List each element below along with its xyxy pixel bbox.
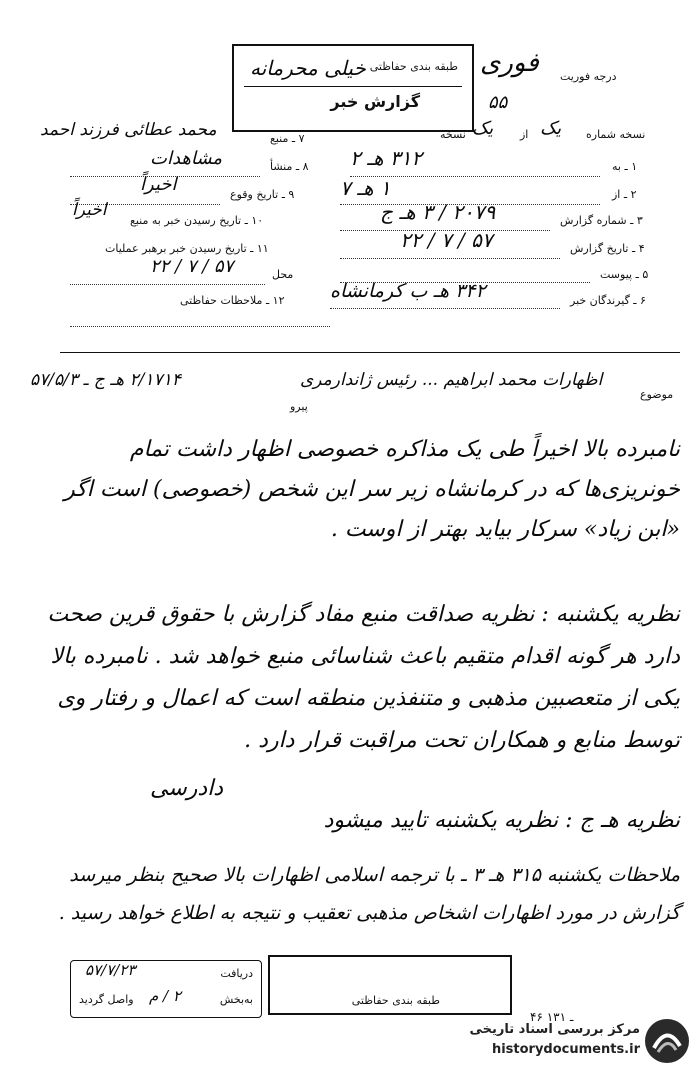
subject-ref: ۲/۱۷۱۴ هـ ج ـ ۵۷/۵/۳ <box>30 370 181 390</box>
field-recipients-label: ۶ ـ گیرندگان خبر <box>570 294 646 307</box>
priority-label: درجه فوریت <box>560 70 617 83</box>
field-occurrence-label: ۹ ـ تاریخ وقوع <box>230 188 295 201</box>
classification-divider <box>244 86 462 87</box>
received-label: دریافت <box>220 967 253 980</box>
classification-label: طبقه بندی حفاظتی <box>369 60 458 73</box>
field-source-date-label: ۱۰ ـ تاریخ رسیدن خبر به منبع <box>130 214 264 227</box>
field-place-line <box>70 284 265 285</box>
field-origin-label: ۸ ـ منشأ <box>270 160 309 173</box>
field-security-notes-label: ۱۲ ـ ملاحظات حفاظتی <box>180 294 285 307</box>
field-report-number-value: ۲۰۷۹ / ۳ هـ ج <box>380 200 496 224</box>
field-place-value: ۵۷ / ۷ / ۲۲ <box>150 256 234 277</box>
copy-count-label: نسخه <box>440 128 466 141</box>
field-from-value: ۱ هـ ۷ <box>340 176 391 200</box>
field-to-value: ۳۱۲ هـ ۲ <box>350 146 423 170</box>
field-occurrence-value: اخیراً <box>140 174 177 195</box>
field-report-number-label: ۳ ـ شماره گزارش <box>560 214 643 227</box>
subject-sublabel: پیرو <box>290 400 308 413</box>
form-title: گزارش خبر <box>330 92 420 111</box>
delivered-label: واصل گردید <box>79 993 134 1006</box>
archive-logo-icon <box>642 1016 692 1066</box>
body-paragraph-4: ملاحظات یکشنبه ۳۱۵ هـ ۳ ـ با ترجمه اسلامی اظهارات بالا صحیح بنظر میرسد گزارش در مورد اظهارات اشخاص مذهبی تعقیب و نتیجه به اطلاع خواهد رسید . <box>58 864 680 924</box>
signature: دادرسی <box>150 776 224 801</box>
field-leader-date-label: ۱۱ ـ تاریخ رسیدن خبر برهبر عملیات <box>105 242 269 255</box>
body-paragraph-2: نظریه یکشنبه : نظریه صداقت منبع مفاد گزارش با حقوق قرین صحت دارد هر گونه اقدام متقیم باعث شناسائی منبع خواهد شد . نامبرده بالا یکی از متعصبین مذهبی و متنفذین منطقه است که اعمال و رفتار وی توسط منابع و همکاران تحت مراقبت قرار دارد . <box>47 602 680 753</box>
footer-classification-label: طبقه بندی حفاظتی <box>351 994 440 1007</box>
watermark-text-fa: مرکز بررسی اسناد تاریخی <box>469 1022 640 1037</box>
field-recipients-line <box>330 308 560 309</box>
copy-of-label: از <box>520 128 529 141</box>
section-label: به‌بخش <box>219 993 253 1006</box>
field-security-notes-line <box>70 326 330 327</box>
field-origin-value: مشاهدات <box>150 148 223 169</box>
copy-of-value: یک <box>472 118 494 139</box>
priority-value: فوری <box>480 48 539 78</box>
form-code: ۴۶ ـ ۱۳۱ <box>530 1010 574 1024</box>
watermark <box>430 1018 640 1068</box>
field-recipients-value: ۳۴۲ هـ ب کرمانشاه <box>330 280 486 302</box>
body-paragraph-3: نظریه هـ ج : نظریه یکشنبه تایید میشود <box>323 808 680 833</box>
field-source-value: محمد عطائی فرزند احمد <box>40 120 217 140</box>
field-from-label: ۲ ـ از <box>612 188 637 201</box>
field-report-date-label: ۴ ـ تاریخ گزارش <box>570 242 645 255</box>
field-report-date-line <box>340 258 560 259</box>
subject-label: موضوع <box>640 388 674 401</box>
received-value: ۵۷/۷/۲۳ <box>85 961 136 979</box>
watermark-text-en: historydocuments.ir <box>491 1042 640 1057</box>
copy-number-label: نسخه شماره <box>586 128 646 141</box>
footer-classification-box <box>268 955 512 1015</box>
classification-value: خیلی محرمانه <box>250 56 366 80</box>
field-source-date-value: اخیراً <box>72 200 107 220</box>
subject-text: اظهارات محمد ابراهیم ... رئیس ژاندارمری <box>300 370 603 390</box>
copy-number-value: یک <box>540 118 562 139</box>
field-place-label: محل <box>272 268 294 281</box>
receipt-stamp-box <box>70 960 262 1018</box>
field-source-label: ۷ ـ منبع <box>270 132 305 145</box>
delivered-value: ۲ / م <box>149 987 181 1005</box>
field-to-label: ۱ ـ به <box>612 160 638 173</box>
body-paragraph-1: نامبرده بالا اخیراً طی یک مذاکره خصوصی اظهار داشت تمام خونریزی‌ها که در کرمانشاه زیر سر این شخص (خصوصی) است اگر «ابن زیاد» سرکار بیاید بهتر از اوست . <box>64 437 680 542</box>
field-attachment-label: ۵ ـ پیوست <box>600 268 649 281</box>
corner-mark: ۵۵ <box>488 92 508 113</box>
header-separator <box>60 352 680 353</box>
field-report-date-value: ۵۷ / ۷ / ۲۲ <box>400 228 493 252</box>
